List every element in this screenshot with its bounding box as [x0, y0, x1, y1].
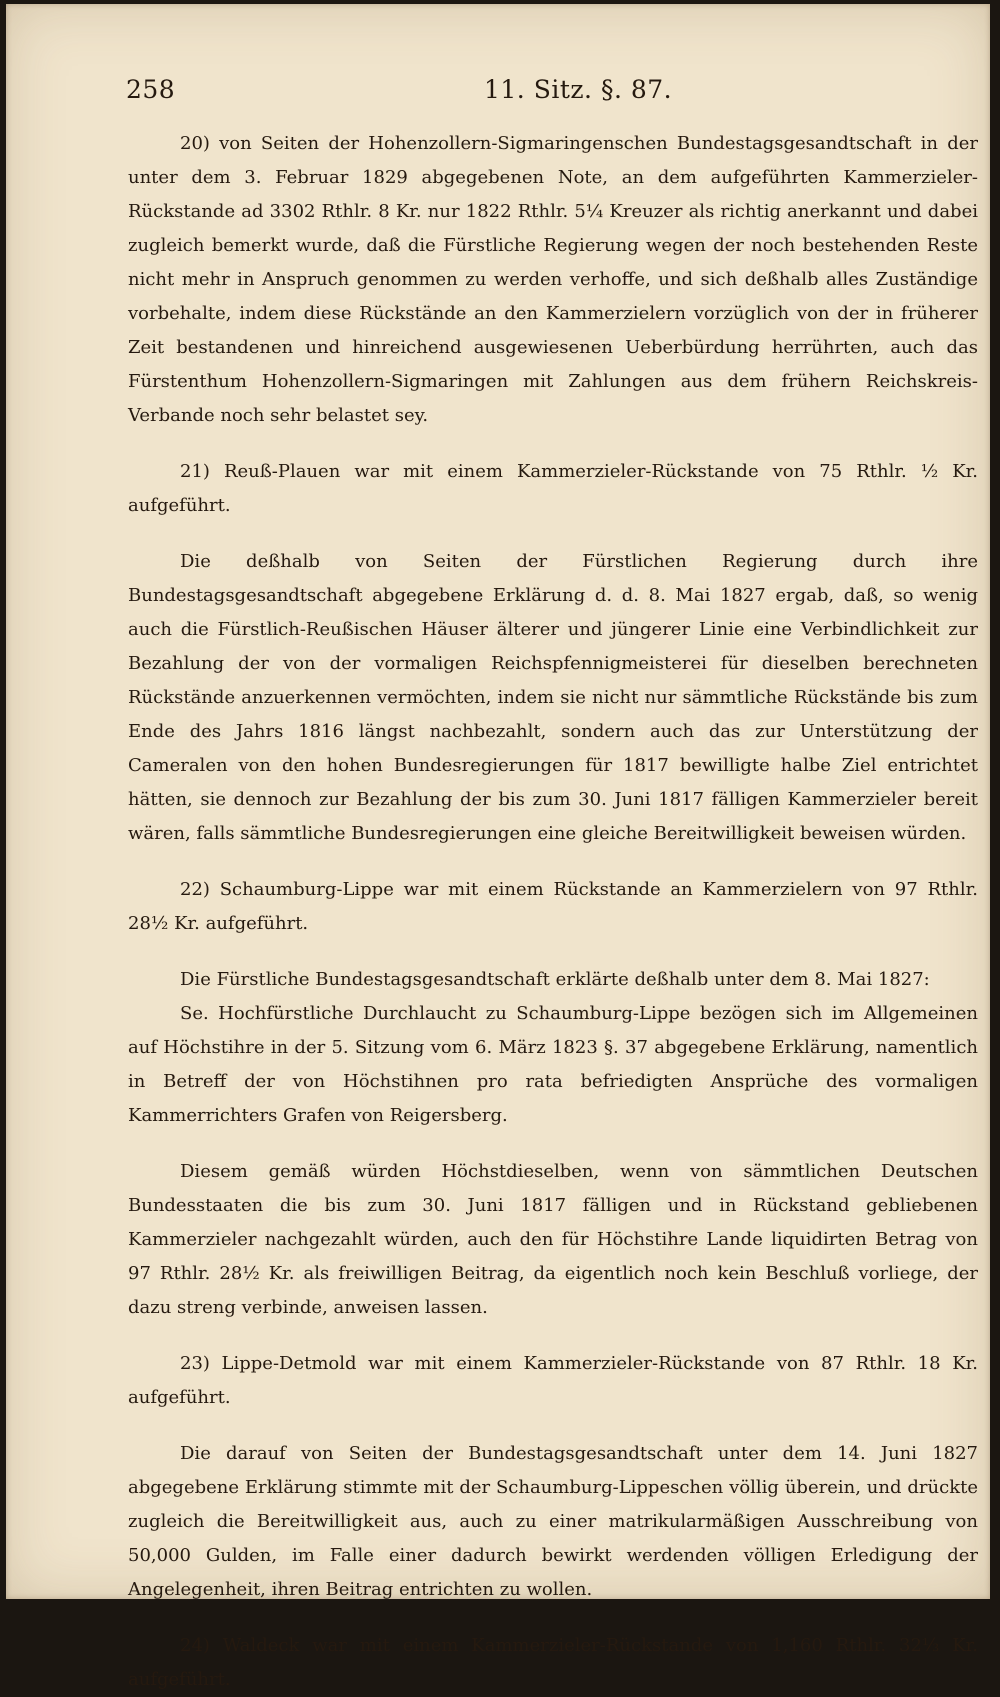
paragraph-schaumburg-payment: Diesem gemäß würden Höchstdieselben, wenn von sämmtlichen Deutschen Bundesstaaten die bis zum 30. Juni 1817 fälligen und in Rückstand gebliebenen Kammerzieler nachgezahlt würden, auch den für Höchstihre Lande liquidirten Betrag von 97 Rthlr. 28½ Kr. als freiwilligen Beitrag, da eigentlich noch kein Beschluß vorliege, der dazu streng verbinde, anweisen lassen. — [128, 1161, 978, 1318]
paragraph-item-23: 23) Lippe-Detmold war mit einem Kammerzieler-Rückstande von 87 Rthlr. 18 Kr. aufgeführt. — [128, 1353, 978, 1408]
page-number: 258 — [126, 75, 176, 104]
body-text — [128, 127, 978, 1697]
paragraph-item-22: 22) Schaumburg-Lippe war mit einem Rückstande an Kammerzielern von 97 Rthlr. 28½ Kr. aufgeführt. — [128, 879, 978, 934]
paragraph-reuss-declaration: Die deßhalb von Seiten der Fürstlichen Regierung durch ihre Bundestagsgesandtschaft abgegebene Erklärung d. d. 8. Mai 1827 ergab, daß, so wenig auch die Fürstlich-Reußischen Häuser älterer und jüngerer Linie eine Verbindlichkeit zur Bezahlung der von der vormaligen Reichspfennigmeisterei für dieselben berechneten Rückstände anzuerkennen vermöchten, indem sie nicht nur sämmtliche Rückstände bis zum Ende des Jahrs 1816 längst nachbezahlt, sondern auch das zur Unterstützung der Cameralen von den hohen Bundesregierungen für 1817 bewilligte halbe Ziel entrichtet hätten, sie dennoch zur Bezahlung der bis zum 30. Juni 1817 fälligen Kammerzieler bereit wären, falls sämmtliche Bundesregierungen eine gleiche Bereitwilligkeit beweisen würden. — [128, 551, 978, 844]
paragraph-item-20: 20) von Seiten der Hohenzollern-Sigmaringenschen Bundestagsgesandtschaft in der unter dem 3. Februar 1829 abgegebenen Note, an dem aufgeführten Kammerzieler-Rückstande ad 3302 Rthlr. 8 Kr. nur 1822 Rthlr. 5¼ Kreuzer als richtig anerkannt und dabei zugleich bemerkt wurde, daß die Fürstliche Regierung wegen der noch bestehenden Reste nicht mehr in Anspruch genommen zu werden verhoffe, und sich deßhalb alles Zuständige vorbehalte, indem diese Rückstände an den Kammerzielern vorzüglich von der in früherer Zeit bestandenen und hinreichend ausgewiesenen Ueberbürdung herrührten, auch das Fürstenthum Hohenzollern-Sigmaringen mit Zahlungen aus dem frühern Reichskreis-Verbande noch sehr belastet sey. — [128, 133, 978, 426]
paragraph-item-21: 21) Reuß-Plauen war mit einem Kammerzieler-Rückstande von 75 Rthlr. ½ Kr. aufgeführt. — [128, 461, 978, 516]
paragraph-lippe-declaration: Die darauf von Seiten der Bundestagsgesandtschaft unter dem 14. Juni 1827 abgegebene Erklärung stimmte mit der Schaumburg-Lippeschen völlig überein, und drückte zugleich die Bereitwilligkeit aus, auch zu einer matrikularmäßigen Ausschreibung von 50,000 Gulden, im Falle einer dadurch bewirkt werdenden völligen Erledigung der Angelegenheit, ihren Beitrag entrichten zu wollen. — [128, 1443, 978, 1600]
paragraph-schaumburg-statement: Die Fürstliche Bundestagsgesandtschaft erklärte deßhalb unter dem 8. Mai 1827: — [180, 969, 930, 990]
document-page — [6, 4, 990, 1690]
paragraph-item-24: 24) Waldeck war mit einem Kammerzieler-Rückstande von 1,160 Rthlr. 32⅓ Kr. aufgeführt. — [128, 1635, 978, 1690]
page-header — [126, 75, 970, 115]
paragraph-schaumburg-reference: Se. Hochfürstliche Durchlaucht zu Schaumburg-Lippe bezögen sich im Allgemeinen auf Höchstihre in der 5. Sitzung vom 6. März 1823 §. 37 abgegebene Erklärung, namentlich in Betreff der von Höchstihnen pro rata befriedigten Ansprüche des vormaligen Kammerrichters Grafen von Reigersberg. — [128, 1003, 978, 1126]
running-head: 11. Sitz. §. 87. — [484, 75, 673, 104]
